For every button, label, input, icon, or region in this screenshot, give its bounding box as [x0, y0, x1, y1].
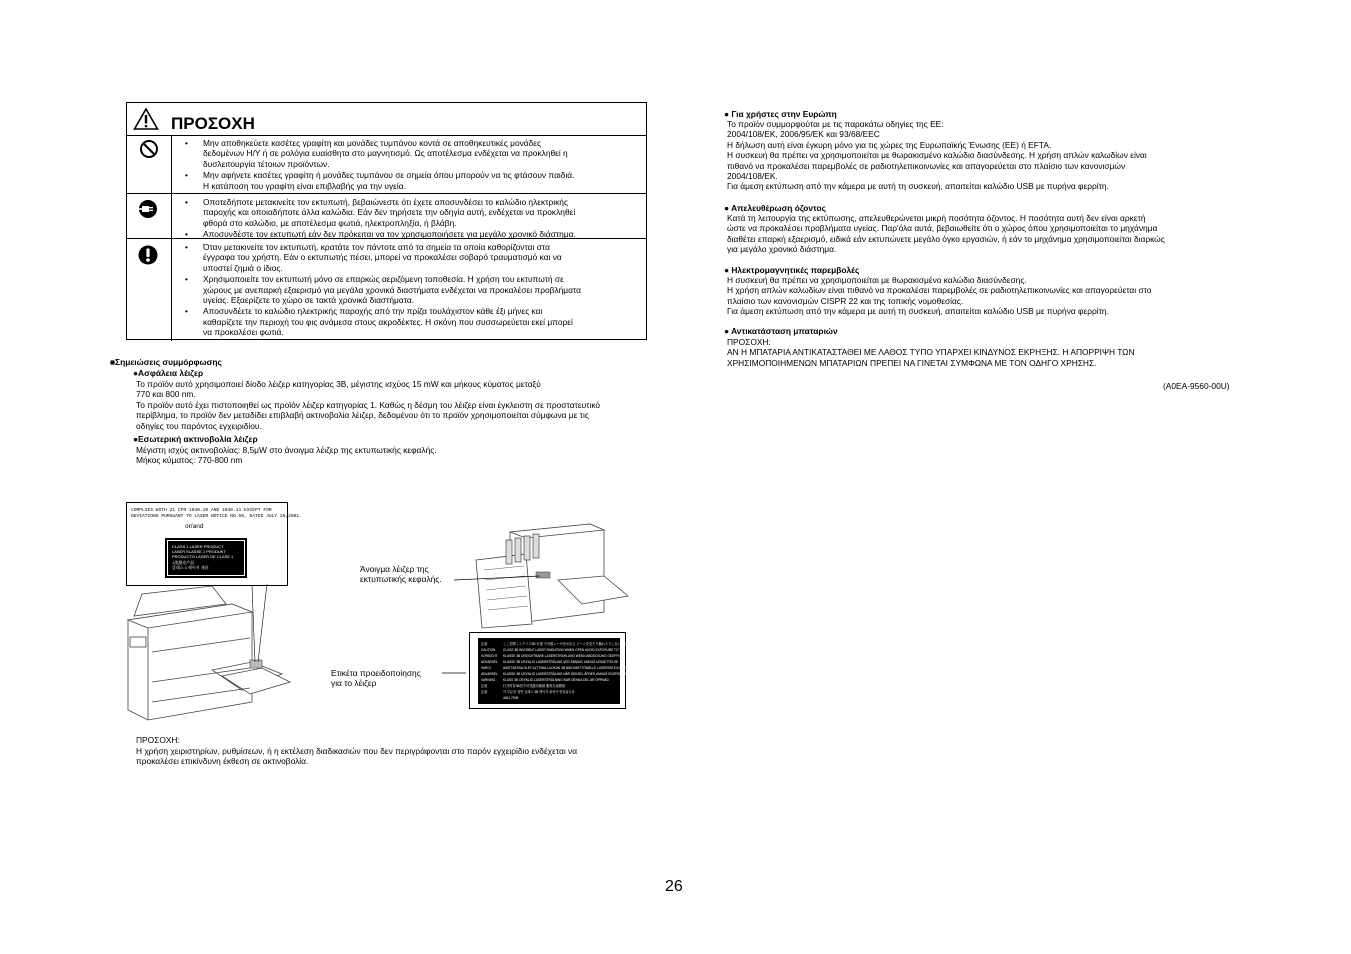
europe-text: Το προϊόν συμμορφούται με τις παρακάτω οδηγίες της ΕΕ: 2004/108/ΕΚ, 2006/95/ΕΚ και 93/68/EEC Η δήλωση αυτή είναι έγκυρη μόνο για τις χώρες της Ευρωπαϊκής Ένωσης (ΕΕ) ή EFTA. Η συσκευή θα πρέπει να χρησιμοποιείται με θωρακισμένο καλώδιο διασύνδεσης. Η χρήση απλών καλωδίων είναι πιθανό να προκαλέσει παρεμβολές σε ραδιοτηλεπικοινωνίες και απαγορεύεται στο πλαίσιο των κανονισμών 2004/108/ΕΚ. Για άμεση εκτύπωση από την κάμερα με αυτή τη συσκευή, απαιτείται καλώδιο USB με πυρήνα φερρίτη. [727, 119, 1147, 192]
internal-radiation-text: Μέγιστη ισχύς ακτινοβολίας: 8,5μW στο άνοιγμα λέιζερ της εκτυπωτικής κεφαλής. Μήκος κύματος: 770-800 nm [136, 445, 437, 466]
cfr-or-and: or/and [185, 523, 204, 530]
warning-label-text: KLASS 3B OSYNLIG LASERSTRÅLNING NÄR DENNA DEL ÄR ÖPPNAD [503, 678, 609, 682]
warning-triangle-icon [133, 107, 159, 131]
callout-aperture: Άνοιγμα λέιζερ της εκτυπωτικής κεφαλής. [360, 564, 442, 585]
figure-note-title: ΠΡΟΣΟΧΗ: [136, 735, 180, 745]
ozone-title: ● Απελευθέρωση όζοντος [724, 203, 826, 213]
emi-title: ● Ηλεκτρομαγνητικές παρεμβολές [724, 265, 860, 275]
page-number: 26 [665, 878, 683, 895]
caution-item: • Αποσυνδέετε το καλώδιο ηλεκτρικής παροχής από την πρίζα τουλάχιστον κάθε έξι μήνες και καθαρίζετε την περιοχή του φις ανάμεσα στους ακροδέκτες. Η σκόνη που συσσωρεύεται εκεί μπορεί να προκαλέσει φωτιά. [179, 306, 581, 337]
warning-label-tag: ADVARSEL [481, 660, 498, 664]
caution-list [179, 242, 581, 339]
caution-header [127, 103, 646, 136]
caution-row-unplug [127, 194, 646, 239]
warning-label-text: 이 부분을 열면 클래스 3B 레이저 광선이 방출됩니다 [503, 690, 575, 694]
warning-label-tag: VARO! [481, 666, 491, 670]
caution-icon-cell [127, 194, 172, 238]
caution-item: • Χρησιμοποιείτε τον εκτυπωτή μόνο σε επαρκώς αεριζόμενη τοποθεσία. Η χρήση του εκτυπωτή σε χώρους με ανεπαρκή εξαερισμό για μεγάλα χρονικά διαστήματα ενδέχεται να προκαλέσει προβλήματα υγείας. Εξαερίζετε το χώρο σε τακτά χρονικά διαστήματα. [179, 274, 581, 305]
warning-label-text: KLASSE 3B USYNLIG LASERSTRÅLING VED ÅBNING UNDGÅ UDSÆTTELSE [503, 660, 619, 664]
caution-list [179, 138, 574, 192]
warning-label-box [469, 632, 636, 709]
laser-safety-text: Το προϊόν αυτό χρησιμοποιεί δίοδο λέιζερ κατηγορίας 3B, μέγιστης ισχύος 15 mW και μήκους κύματος μεταξύ 770 και 800 nm. Το προϊόν αυτό έχει πιστοποιηθεί ως προϊόν λέιζερ κατηγορίας 1. Καθώς η δέσμη του λέιζερ είναι έγκλειστη σε προστατευτικό περίβλημα, το προϊόν δεν μεταδίδει επιβλαβή ακτινοβολία λέιζερ, δεδομένου ότι το προϊόν χρησιμοποιείται σύμφωνα με τις οδηγίες του παρόντος εγχειριδίου. [136, 379, 601, 431]
caution-title: ΠΡΟΣΟΧΗ [171, 114, 255, 133]
warning-label-tag: CAUTION [481, 648, 496, 652]
warning-label-row [481, 695, 617, 701]
caution-item: • Μην αποθηκεύετε κασέτες γραφίτη και μονάδες τυμπάνου κοντά σε αποθηκευτικές μονάδες δεδομένων Η/Υ ή σε ρολόγια ευαίσθητα στο μαγνητισμό. Ως αποτέλεσμα ενδέχεται να προκληθεί η δυσλειτουργία τέτοιων προϊόντων. [179, 138, 574, 169]
printer-illustration-left [122, 582, 292, 724]
europe-title: ● Για χρήστες στην Ευρώπη [724, 109, 837, 119]
caution-row-prohibited [127, 135, 646, 194]
caution-icon-cell [127, 135, 172, 193]
warning-label-text: ここを開くとクラス3B 可視 不可視レーザ光が出る ビームを見たり触れたりしないこと [503, 642, 628, 646]
cfr-text: COMPLIES WITH 21 CFR 1040.10 AND 1040.11 EXCEPT FOR DEVIATIONS PURSUANT TO LASER NOTICE NO.50, DATED JULY 26,2001. [131, 508, 302, 519]
battery-title: ● Αντικατάσταση μπαταριών [724, 326, 838, 336]
warning-label [478, 638, 636, 704]
caution-box [126, 102, 647, 340]
caution-item: • Οποτεδήποτε μετακινείτε τον εκτυπωτή, βεβαιώνεστε ότι έχετε αποσυνδέσει το καλώδιο ηλεκτρικής παροχής και οποιαδήποτε άλλα καλώδια. Εάν δεν τηρήσετε την οδηγία αυτή, ενδέχεται να προκληθεί φθορά στο καλώδιο, με αποτέλεσμα φωτιά, ηλεκτροπληξία, ή βλάβη. [179, 197, 576, 228]
emi-text: Η συσκευή θα πρέπει να χρησιμοποιείται με θωρακισμένο καλώδιο διασύνδεσης. Η χρήση απλών καλωδίων είναι πιθανό να προκαλέσει παρεμβολές σε ραδιοτηλεπικοινωνίες και απαγορεύεται στο πλαίσιο των κανονισμών CISPR 22 και της τοπικής νομοθεσίας. Για άμεση εκτύπωση από την κάμερα με αυτή τη συσκευή, απαιτείται καλώδιο USB με πυρήνα φερρίτη. [727, 275, 1152, 317]
warning-label-tag: 注意 [481, 642, 488, 646]
caution-item: • Όταν μετακινείτε τον εκτυπωτή, κρατάτε τον πάντοτε από τα σημεία τα οποία καθορίζονται στα έγγραφα του χρήστη. Εάν ο εκτυπωτής πέσει, μπορεί να προκαλέσει σοβαρό τραυματισμό και να υποστεί ζημιά ο ίδιος. [179, 242, 581, 273]
document-code: (A0EA-9560-00U) [1163, 381, 1230, 391]
cfr-label-box [126, 502, 302, 586]
warning-label-text: KLASSE 3B USYNLIG LASERSTRÅLING NÅR DEKSEL ÅPNES UNNGÅ EKSPONERING [503, 672, 632, 676]
warning-label-tag: ADVARSEL [481, 672, 498, 676]
exclamation-icon [138, 245, 158, 265]
caution-row-exclamation [127, 239, 646, 341]
warning-label-tag: VORSICHT [481, 654, 498, 658]
caution-icon-cell [127, 239, 172, 341]
figure-note-text: Η χρήση χειριστηρίων, ρυθμίσεων, ή η εκτέλεση διαδικασιών που δεν περιγράφονται στο παρόν εγχειρίδιο ενδέχεται να προκαλέσει επικίνδυνη έκθεση σε ακτινοβολία. [136, 746, 578, 767]
compliance-heading: ■Σημειώσεις συμμόρφωσης [110, 357, 222, 367]
caution-list [179, 197, 576, 241]
prohibited-icon [139, 139, 159, 159]
ozone-text: Κατά τη λειτουργία της εκτύπωσης, απελευθερώνεται μικρή ποσότητα όζοντος. Η ποσότητα αυτή δεν είναι αρκετή ώστε να προκαλέσει προβλήματα υγείας. Παρ'όλα αυτά, βεβαιωθείτε ότι ο χώρος όπου χρησιμοποιείται το μηχάνημα διαθέτει επαρκή εξαερισμό, ειδικά εάν εκτυπώνετε μεγάλο όγκο εργασιών, ή εάν το μηχάνημα χρησιμοποιείται διαρκώς για μεγάλο χρονικό διάστημα. [727, 213, 1165, 255]
unplug-icon [138, 199, 158, 219]
warning-label-tag: 注意 [481, 690, 488, 694]
laser-safety-title: ●Ασφάλεια λέιζερ [133, 368, 204, 378]
class1-label: CLASS 1 LASER PRODUCT LASER KLASSE 1 PRODUKT PRODUCTO LASER DE CLASE 1 1类激光产品 클래스 1 레이저 제품 [165, 538, 247, 578]
warning-label-text: CLASS 3B INVISIBLE LASER RADIATION WHEN OPEN AVOID EXPOSURE TO THE BEAM [503, 648, 636, 652]
battery-text: ΠΡΟΣΟΧΗ: ΑΝ Η ΜΠΑΤΑΡΙΑ ΑΝΤΙΚΑΤΑΣΤΑΘΕΙ ΜΕ ΛΑΘΟΣ ΤΥΠΟ ΥΠΑΡΧΕΙ ΚΙΝΔΥΝΟΣ ΕΚΡΗΞΗΣ. Η ΑΠΟΡΡΙΨΗ ΤΩΝ ΧΡΗΣΙΜΟΠΟΙΗΜΕΝΩΝ ΜΠΑΤΑΡΙΩΝ ΠΡΕΠΕΙ ΝΑ ΓΙΝΕΤΑΙ ΣΥΜΦΩΝΑ ΜΕ ΤΟΝ ΟΔΗΓΟ ΧΡΗΣΗΣ. [727, 337, 1135, 368]
warning-label-tag: 注意 [481, 684, 488, 688]
internal-radiation-title: ●Εσωτερική ακτινοβολία λέιζερ [133, 434, 258, 444]
warning-label-text: 打开时有3B类不可见激光辐射 避免光束照射 [503, 684, 566, 688]
warning-label-tag: VARNING [481, 678, 496, 682]
callout-warning-label: Ετικέτα προειδοποίησης για το λέιζερ [331, 668, 421, 689]
warning-label-text: AVATTAESSA OLET ALTTIINA LUOKAN 3B NÄKYMÄTTÖMÄLLE LASERSÄTEILYLLE [503, 666, 627, 670]
caution-item: • Αποσυνδέστε τον εκτυπωτή εάν δεν πρόκειται να τον χρησιμοποιήσετε για μεγάλο χρονικό διάστημα. [179, 229, 576, 239]
caution-item: • Μην αφήνετε κασέτες γραφίτη ή μονάδες τυμπάνου σε σημεία όπου μπορούν να τις φτάσουν παιδιά. Η κατάποση του γραφίτη είναι επιβλαβής για την υγεία. [179, 170, 574, 191]
warning-label-text: KLASSE 3B UNSICHTBARE LASERSTRAHLUNG WENN ABDECKUNG GEÖFFNET [503, 654, 625, 658]
warning-label-text: 4061-7905 [503, 696, 519, 700]
